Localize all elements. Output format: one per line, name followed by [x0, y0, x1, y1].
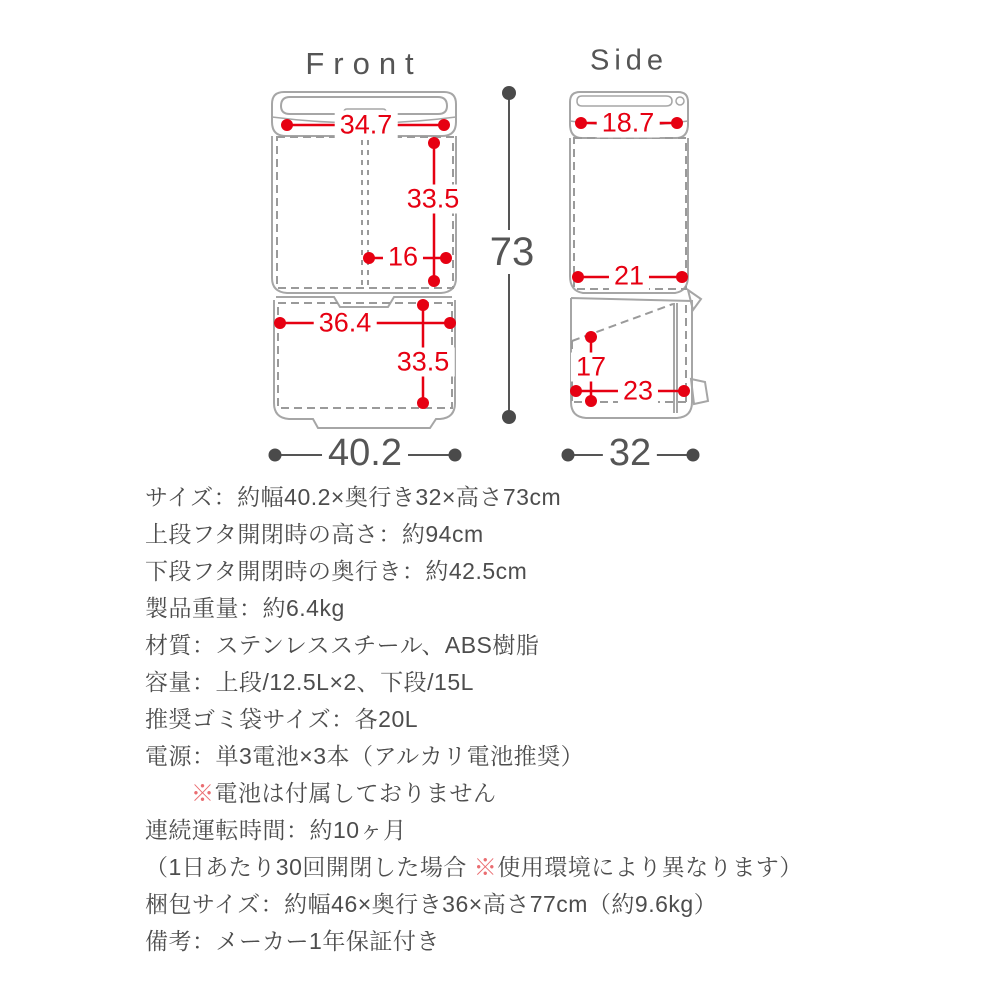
spec-list — [145, 479, 803, 960]
note-asterisk: ※ — [191, 780, 215, 806]
spec-line: サイズ：約幅40.2×奥行き32×高さ73cm — [145, 484, 562, 510]
spec-line: 連続運転時間：約10ヶ月 — [145, 817, 407, 843]
spec-line: ※電池は付属しておりません — [191, 780, 497, 806]
spec-line: 下段フタ開閉時の奥行き：約42.5cm — [145, 558, 528, 584]
side-opening-height-label: 17 — [571, 353, 611, 382]
front-upper-width-label: 16 — [383, 243, 423, 272]
front-view-title: Front — [305, 46, 423, 81]
spec-line: 梱包サイズ：約幅46×奥行き36×高さ77cm（約9.6kg） — [145, 891, 718, 917]
spec-line: 製品重量：約6.4kg — [145, 595, 345, 621]
overall-height-label: 73 — [487, 230, 538, 274]
side-view-title: Side — [589, 44, 669, 77]
side-lid-depth-label: 18.7 — [597, 109, 660, 138]
side-upper-depth-label: 21 — [609, 262, 649, 291]
note-asterisk: ※ — [473, 854, 498, 880]
spec-line: 推奨ゴミ袋サイズ：各20L — [145, 706, 419, 732]
spec-line: （1日あたり30回開閉した場合 ※使用環境により異なります） — [145, 854, 803, 880]
spec-line: 電源：単3電池×3本（アルカリ電池推奨） — [145, 743, 585, 769]
spec-line: 材質：ステンレススチール、ABS樹脂 — [145, 632, 540, 658]
spec-line: 容量：上段/12.5L×2、下段/15L — [145, 669, 474, 695]
front-overall-dimension-lines — [275, 93, 509, 455]
side-lower-depth-label: 23 — [618, 377, 658, 406]
front-lid-width-label: 34.7 — [335, 111, 398, 140]
front-view-drawing — [269, 86, 517, 462]
front-lower-width-label: 36.4 — [314, 309, 377, 338]
front-lower-height-label: 33.5 — [392, 348, 455, 377]
front-overall-width-label: 40.2 — [322, 433, 408, 473]
front-upper-height-label: 33.5 — [402, 185, 465, 214]
side-overall-depth-label: 32 — [603, 433, 657, 473]
spec-line: 上段フタ開閉時の高さ：約94cm — [145, 521, 484, 547]
spec-line: 備考：メーカー1年保証付き — [145, 928, 440, 954]
